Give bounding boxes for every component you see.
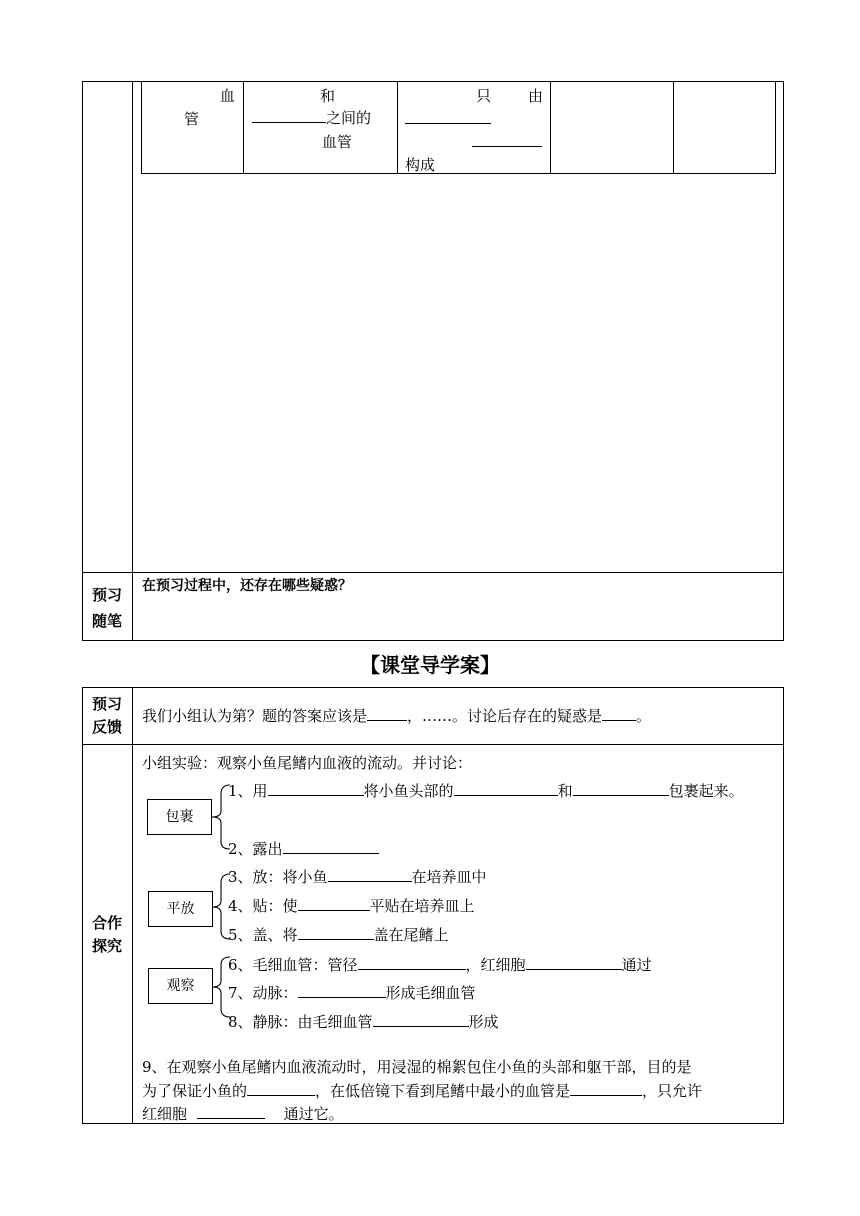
- experiment-intro: 小组实验：观察小鱼尾鳍内血液的流动。并讨论：: [142, 754, 473, 772]
- cell-only-c: 构成: [405, 156, 436, 174]
- cooperation-label-2: 探究: [92, 937, 123, 955]
- item-4: 4、贴：使 平贴在培养皿上: [228, 897, 475, 915]
- section-title: 【课堂导学案】: [360, 653, 500, 677]
- question-9-line-2: 为了保证小鱼的 ，在低倍镜下看到尾鳍中最小的血管是 ，只允许: [142, 1082, 703, 1100]
- item-7: 7、动脉： 形成毛细血管: [228, 984, 476, 1002]
- item-1: 1、用 将小鱼头部的 和 包裹起来。: [228, 782, 744, 800]
- cooperation-label-1: 合作: [92, 914, 123, 932]
- preview-notes-question: 在预习过程中，还存在哪些疑惑？: [142, 578, 352, 594]
- preview-notes-label-2: 随笔: [92, 612, 123, 630]
- cell-between-blank: 之间的: [252, 108, 371, 128]
- place-box: 平放: [148, 891, 213, 927]
- item-6: 6、毛细血管：管径 ，红细胞 通过: [228, 956, 652, 974]
- feedback-label-1: 预习: [92, 695, 123, 713]
- question-9-line-1: 9、在观察小鱼尾鳍内血液流动时，用浸湿的棉絮包住小鱼的头部和躯干部，目的是: [142, 1058, 692, 1076]
- question-9-line-3: 红细胞 通过它。: [142, 1105, 344, 1123]
- item-5: 5、盖、将 盖在尾鳍上: [228, 926, 449, 944]
- item-2: 2、露出: [228, 839, 379, 859]
- blank-line: [405, 123, 491, 124]
- observe-box: 观察: [148, 968, 213, 1004]
- feedback-label-2: 反馈: [92, 718, 123, 736]
- preview-notes-label-1: 预习: [92, 586, 123, 604]
- cell-between-a: 和: [320, 87, 336, 105]
- item-8: 8、静脉：由毛细血管 形成: [228, 1013, 499, 1031]
- cell-only-a: 只: [476, 87, 492, 105]
- wrap-box: 包裹: [147, 799, 212, 835]
- cell-vessel-b: 管: [184, 110, 200, 128]
- feedback-text: 我们小组认为第？题的答案应该是 ，……。讨论后存在的疑惑是 。: [142, 707, 652, 725]
- cell-between-c: 血管: [322, 133, 353, 151]
- item-3: 3、放：将小鱼 在培养皿中: [228, 868, 487, 886]
- blank-line: [472, 146, 542, 147]
- cell-only-b: 由: [528, 87, 544, 105]
- cell-vessel-a: 血: [220, 87, 236, 105]
